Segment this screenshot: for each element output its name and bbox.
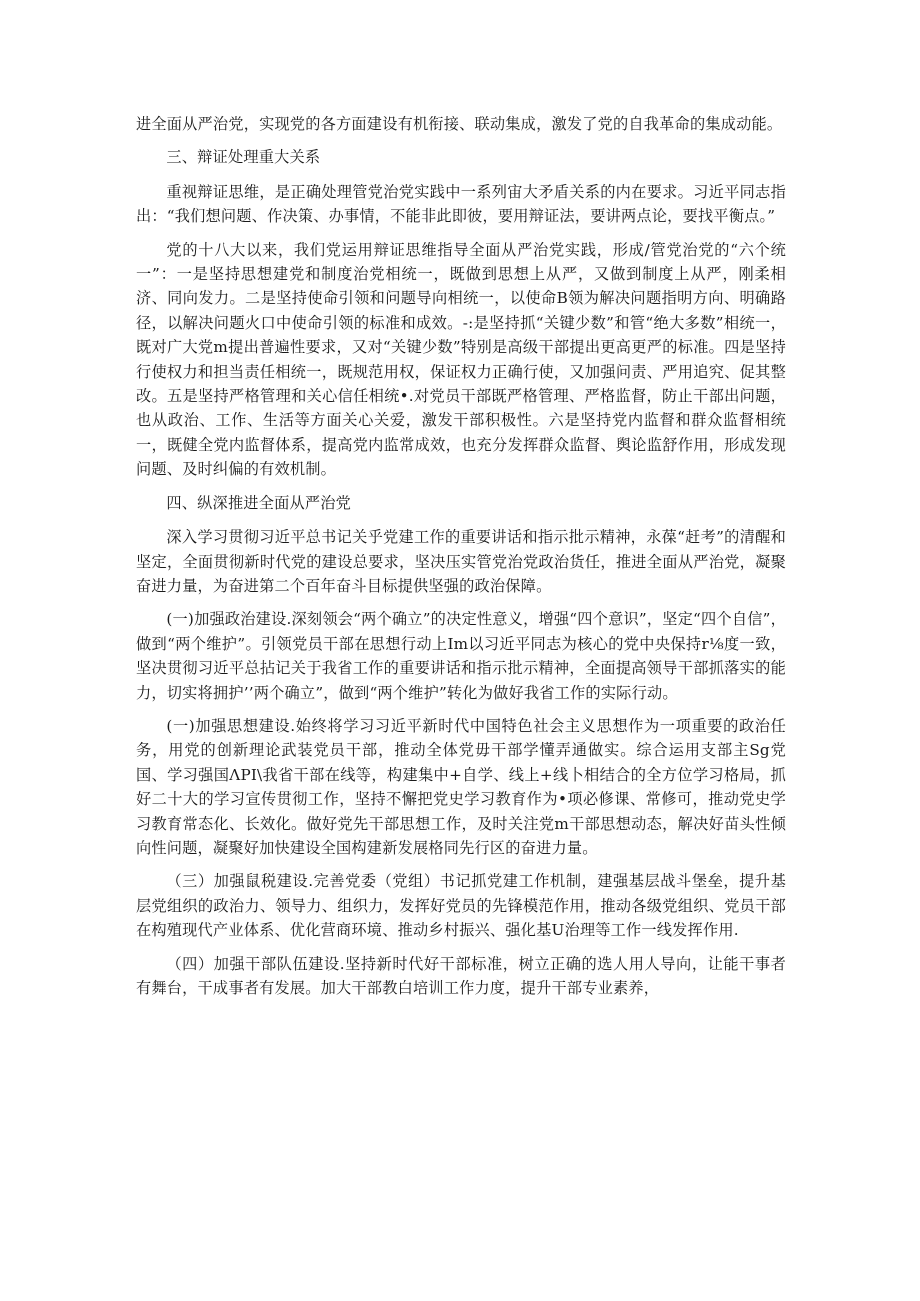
document-page	[136, 112, 786, 1009]
paragraph-dialectical-thinking: 重视辩证思维，是正确处理管党治党实践中一系列宙大矛盾关系的内在要求。习近平同志指出：“我们想问题、作决策、办事情，不能非此即彼，要用辩证法，要讲两点论，要找平衡点。”	[136, 182, 786, 226]
section-heading-3: 三、辩证处理重大关系	[166, 148, 321, 167]
paragraph-ideological-building: (一)加强思想建设.始终将学习习近平新时代中国特色社会主义思想作为一项重要的政治任务，用党的创新理论武装党员干部，推动全体党毋干部学懂弄通做实。综合运用支部主Sg党国、学习强国ΛPI\我省干部在线等，构建集中+自学、线上+线卜相结合的全方位学习格局，抓好二十大的学习宣传贯彻工作，坚持不懈把党史学习教育作为•项必修课、常修可，推动党史学习教育常态化、长效化。做好党先干部思想工作，及时关注党m干部思想动态，解决好苗头性倾向性问题，凝聚好加快建设全国构建新发展格同先行区的奋进力量。	[136, 716, 786, 857]
paragraph-deepen-governance: 深入学习贯彻习近平总书记关乎党建工作的重要讲话和指示批示精神，永葆“赶考”的清醒和坚定，全面贯彻新时代党的建设总要求，坚决压实管党治党政治货任，推进全面从严治党，凝聚奋进力量，为奋进第二个百年奋斗目标提供坚强的政治保障。	[136, 528, 786, 595]
paragraph-political-building: (一)加强政治建设.深刻领会“两个确立”的决定性意义，增强“四个意识”，坚定“四个自信”，做到“两个维护”。引领党员干部在思想行动上Im以习近平同志为核心的党中央保持r⅛度一致，坚决贯彻习近平总拈记关于我省工作的重要讲话和指示批示精神，全面提高领导干部抓落实的能力，切实将拥护’’两个确立”，做到“两个维护”转化为做好我省工作的实际行动。	[136, 610, 786, 702]
paragraph-organizational-building: （三）加强鼠税建设.完善党委（党组）书记抓党建工作机制，建强基层战斗堡垒，提升基层党组织的政治力、领导力、组织力，发挥好党员的先锋模范作用，推动各级党组织、党员干部在构殖现代产业体系、优化营商环境、推动乡村振兴、强化基U治理等工作一线发挥作用.	[136, 872, 786, 940]
paragraph-continuation: 进全面从严治党，实现党的各方面建设有机衔接、联动集成，激发了党的自我革命的集成动能。	[136, 115, 783, 133]
paragraph-cadre-building: （四）加强干部队伍建设.坚持新时代好干部标准，树立正确的选人用人导向，让能干事者有舞台，干成事者有发展。加大干部教白培训工作力度，提升干部专业素养，	[136, 954, 786, 997]
paragraph-six-unities: 党的十八大以来，我们党运用辩证思维指导全面从严治党实践，形成/管党治党的“六个统一”：一是坚持思想建党和制度治党相统一，既做到思想上从严，又做到制度上从严，刚柔相济、同向发力。二是坚持使命引领和问题导向相统一，以使命B领为解决问题指明方向、明确路径，以解决问题火口中使命引领的标准和成效。-:是坚持抓“关键少数”和管“绝大多数”相统一，既对广大党m提出普遍性要求，又对“关键少数”特别是高级干部提出更高更严的标准。四是坚持行使权力和担当责任相统一，既规范用权，保证权力正确行使，又加强问责、严用追究、促其整改。五是坚持严格管理和关心信任相统•.对党员干部既严格管理、严格监督，防止干部出问题，也从政治、工作、生活等方面关心关爱，激发干部积极性。六是坚持党内监督和群众监督相统一，既健全党内监督体系，提高党内监常成效，也充分发挥群众监督、舆论监舒作用，形成发现问题、及时纠偏的有效机制。	[136, 240, 786, 479]
section-heading-4: 四、纵深推进全面从严治党	[166, 493, 352, 512]
